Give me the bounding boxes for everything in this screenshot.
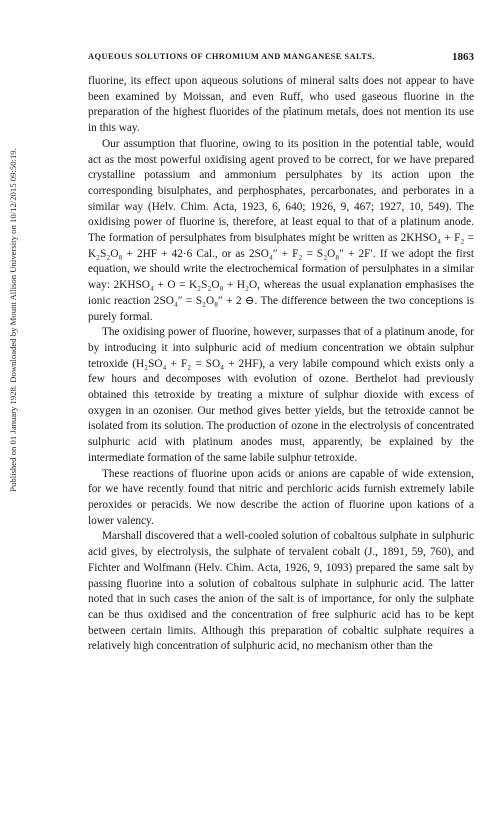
paragraph-2: Our assumption that fluorine, owing to its position in the potential table, would act as the most powerful oxidising agent proved to be correct, for we have prepared crystalline potassium and ammonium persulphates by its action upon the corresponding bisulphates, and perphosphates, percarbonates, and perborates in a similar way (Helv. Chim. Acta, 1923, 6, 640; 1926, 9, 467; 1927, 10, 549). The oxidising power of fluorine is, therefore, at least equal to that of a platinum anode. The formation of persulphates from bisulphates might be written as 2KHSO₄ + F₂ = K₂S₂O₈ + 2HF + 42·6 Cal., or as 2SO₄″ + F₂ = S₂O₈″ + 2F′. If we adopt the first equation, we should write the electrochemical formation of persulphates in a similar way: 2KHSO₄ + O = K₂S₂O₈ + H₂O, whereas the usual explanation emphasises the ionic reaction 2SO₄″ = S₂O₈″ + 2 ⊖. The difference between the two conceptions is purely formal. — [88, 137, 474, 323]
paragraph-4: These reactions of fluorine upon acids or anions are capable of wide extension, for we have recently found that nitric and perchloric acids furnish extremely labile peroxides or peracids. We now describe the action of fluorine upon kations of a lower valency. — [88, 467, 474, 527]
paragraph-3: The oxidising power of fluorine, however, surpasses that of a platinum anode, for by introducing it into sulphuric acid of medium concentration we obtain sulphur tetroxide (H₂SO₄ + F₂ = SO₄ + 2HF), a very labile compound which exists only a few hours and decomposes with evolution of ozone. Berthelot had previously obtained this tetroxide by treating a mixture of sulphur dioxide with excess of oxygen in an ozoniser. Our method gives better yields, but the tetroxide cannot be isolated from its solution. The production of ozone in the electrolysis of concentrated sulphuric acid with platinum anodes must, apparently, be explained by the intermediate formation of the same labile sulphur tetroxide. — [88, 326, 474, 464]
download-watermark — [6, 60, 20, 580]
paragraph-1: fluorine, its effect upon aqueous solutions of mineral salts does not appear to have been examined by Moissan, and even Ruff, who used gaseous fluorine in the preparation of the highest fluorides of the platinum metals, does not mention its use in this way. — [88, 75, 474, 135]
download-watermark-text: Published on 01 January 1928. Downloaded by Mount Allison University on 10/12/2015 09:50:19. — [8, 148, 18, 492]
page-number: 1863 — [452, 51, 474, 63]
body-text — [88, 74, 474, 655]
running-header — [88, 52, 474, 66]
paragraph-5: Marshall discovered that a well-cooled solution of cobaltous sulphate in sulphuric acid gives, by electrolysis, the sulphate of tervalent cobalt (J., 1891, 59, 760), and Fichter and Wolfmann (Helv. Chim. Acta, 1926, 9, 1093) prepared the same salt by passing fluorine into a solution of cobaltous sulphate in sulphuric acid. The latter noted that in such cases the anion of the salt is of importance, for only the sulphate can be thus oxidised and the concentration of free sulphuric acid has to be kept between certain limits. Although this preparation of cobaltic sulphate requires a relatively high concentration of sulphuric acid, no mechanism other than the — [88, 530, 474, 653]
running-title: AQUEOUS SOLUTIONS OF CHROMIUM AND MANGANESE SALTS. — [88, 52, 375, 61]
